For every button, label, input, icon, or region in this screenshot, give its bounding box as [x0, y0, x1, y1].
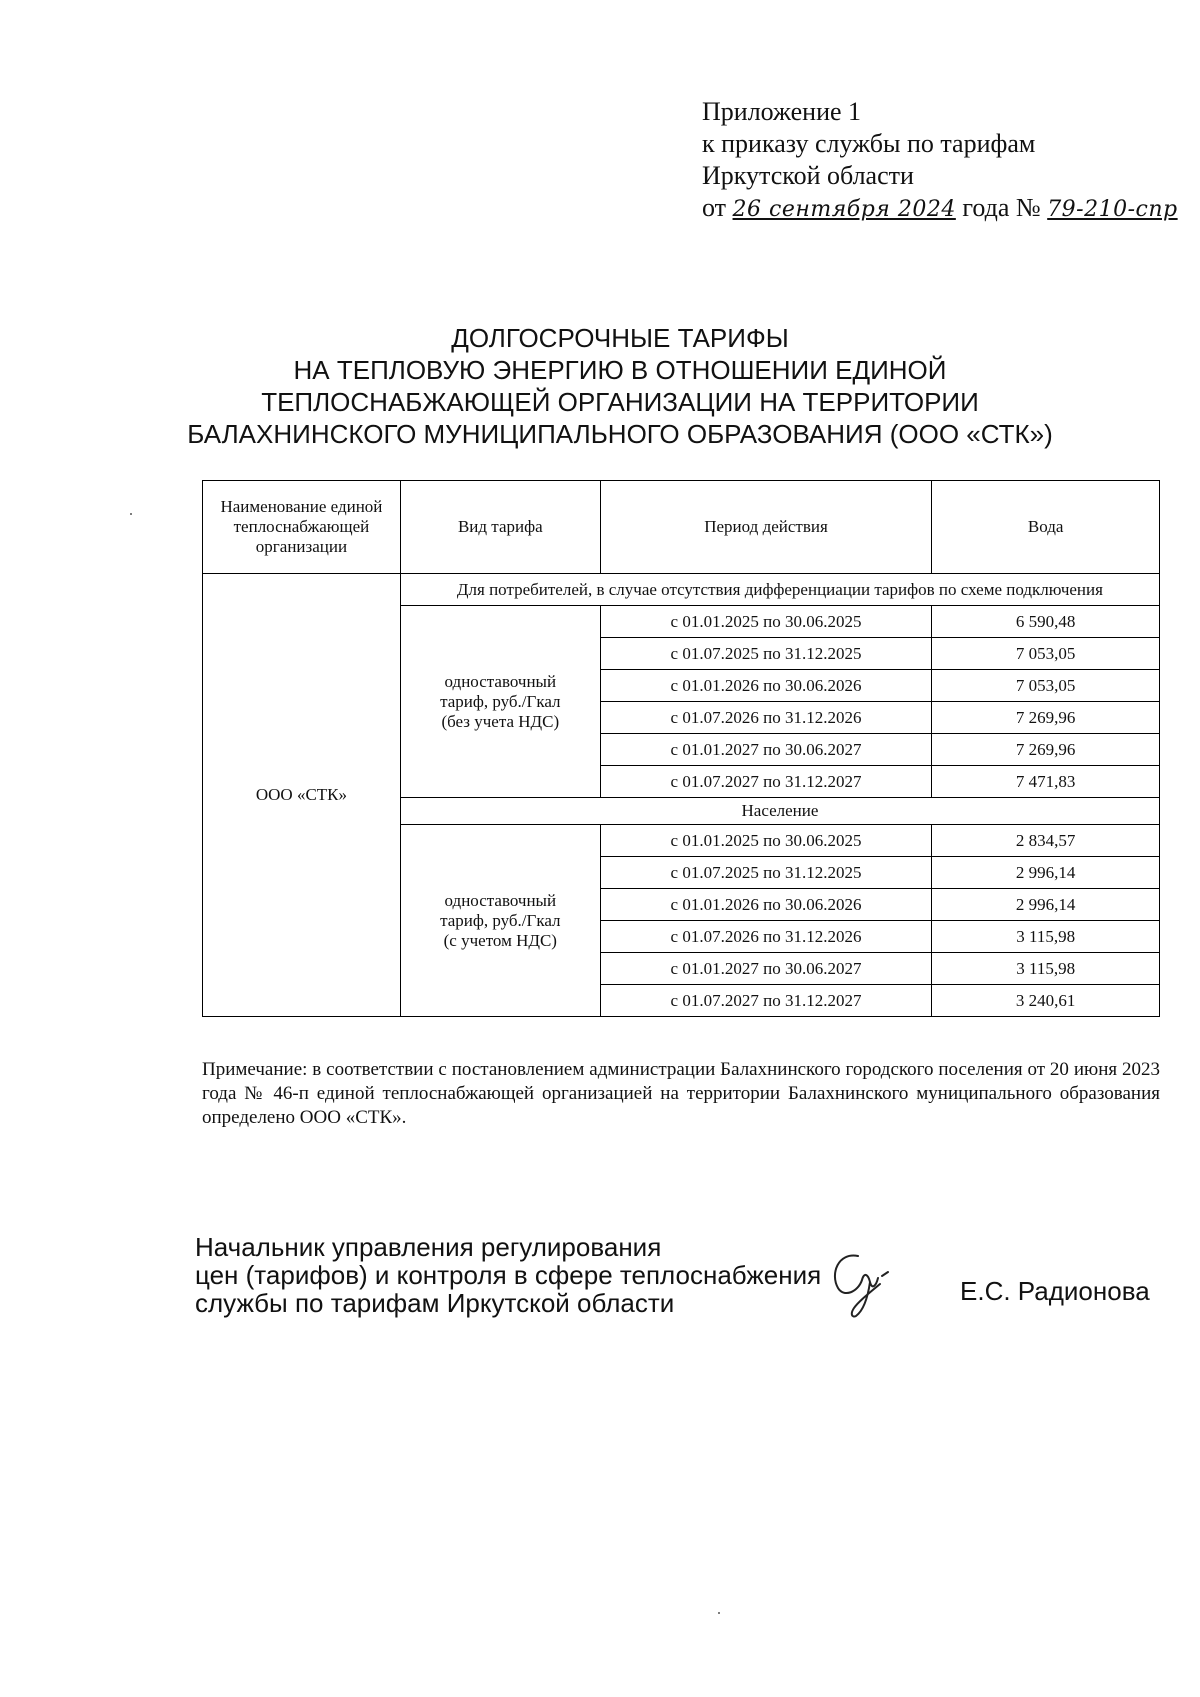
period-cell: с 01.07.2025 по 31.12.2025: [600, 638, 932, 670]
group1-heading: Для потребителей, в случае отсутствия дифференциации тарифов по схеме подключения: [400, 574, 1159, 606]
appendix-from: от: [702, 193, 727, 222]
value-cell: 2 996,14: [932, 857, 1160, 889]
value-cell: 7 269,96: [932, 734, 1160, 766]
footnote: Примечание: в соответствии с постановлением администрации Балахнинского городского поселения от 20 июня 2023 года № 46-п единой теплоснабжающей организацией на территории Балахнинского муниципального образования определено ООО «СТК».: [202, 1059, 1160, 1128]
period-cell: с 01.07.2027 по 31.12.2027: [600, 985, 932, 1017]
period-cell: с 01.01.2026 по 30.06.2026: [600, 889, 932, 921]
header-period: Период действия: [600, 481, 932, 574]
period-cell: с 01.01.2026 по 30.06.2026: [600, 670, 932, 702]
value-cell: 7 053,05: [932, 638, 1160, 670]
group1-tariff-label-3: (без учета НДС): [441, 711, 560, 731]
appendix-line-2: к приказу службы по тарифам: [702, 129, 1036, 158]
title-line-2: НА ТЕПЛОВУЮ ЭНЕРГИЮ В ОТНОШЕНИИ ЕДИНОЙ: [293, 355, 947, 385]
group2-tariff-label-3: (с учетом НДС): [443, 930, 557, 950]
group1-heading-row: [203, 574, 1160, 606]
table-header-row: [203, 481, 1160, 574]
period-cell: с 01.01.2027 по 30.06.2027: [600, 734, 932, 766]
handwritten-signature-mark: [828, 1244, 898, 1322]
appendix-line-1: Приложение 1: [702, 97, 862, 126]
group1-tariff-type: [400, 606, 600, 798]
value-cell: 3 240,61: [932, 985, 1160, 1017]
position-line-2: цен (тарифов) и контроля в сфере теплоснабжения: [195, 1260, 822, 1290]
signature-position: [195, 1233, 835, 1317]
group1-tariff-label-2: тариф, руб./Гкал: [440, 691, 561, 711]
header-org: Наименование единой теплоснабжающей организации: [203, 481, 401, 574]
value-cell: 3 115,98: [932, 921, 1160, 953]
value-cell: 6 590,48: [932, 606, 1160, 638]
org-name-cell: ООО «СТК»: [203, 574, 401, 1017]
position-line-3: службы по тарифам Иркутской области: [195, 1288, 675, 1318]
period-cell: с 01.07.2026 по 31.12.2026: [600, 702, 932, 734]
value-cell: 7 269,96: [932, 702, 1160, 734]
period-cell: с 01.01.2025 по 30.06.2025: [600, 825, 932, 857]
appendix-line-3: Иркутской области: [702, 161, 914, 190]
scan-speck: [718, 1612, 720, 1614]
header-water: Вода: [932, 481, 1160, 574]
group2-tariff-label-2: тариф, руб./Гкал: [440, 910, 561, 930]
document-title: [160, 322, 1080, 450]
value-cell: 7 471,83: [932, 766, 1160, 798]
handwritten-order-number: 79-210-спр: [1047, 197, 1178, 222]
group1-tariff-label-1: одноставочный: [444, 671, 557, 691]
position-line-1: Начальник управления регулирования: [195, 1232, 662, 1262]
value-cell: 7 053,05: [932, 670, 1160, 702]
signer-name: Е.С. Радионова: [960, 1276, 1150, 1306]
title-line-4: БАЛАХНИНСКОГО МУНИЦИПАЛЬНОГО ОБРАЗОВАНИЯ (ООО «СТК»): [187, 419, 1053, 449]
handwritten-date: 26 сентября 2024: [732, 197, 956, 222]
group2-heading: Население: [400, 798, 1159, 825]
period-cell: с 01.01.2027 по 30.06.2027: [600, 953, 932, 985]
appendix-year-number: года №: [962, 193, 1041, 222]
appendix-order-line: [702, 192, 1178, 226]
tariff-table: [202, 480, 1160, 1017]
group2-tariff-label-1: одноставочный: [444, 890, 557, 910]
period-cell: с 01.07.2027 по 31.12.2027: [600, 766, 932, 798]
period-cell: с 01.01.2025 по 30.06.2025: [600, 606, 932, 638]
period-cell: с 01.07.2026 по 31.12.2026: [600, 921, 932, 953]
value-cell: 2 996,14: [932, 889, 1160, 921]
appendix-block: [702, 96, 1178, 226]
scan-speck: [130, 513, 132, 515]
group2-tariff-type: [400, 825, 600, 1017]
period-cell: с 01.07.2025 по 31.12.2025: [600, 857, 932, 889]
header-tariff-type: Вид тарифа: [400, 481, 600, 574]
value-cell: 3 115,98: [932, 953, 1160, 985]
title-line-1: ДОЛГОСРОЧНЫЕ ТАРИФЫ: [451, 323, 789, 353]
title-line-3: ТЕПЛОСНАБЖАЮЩЕЙ ОРГАНИЗАЦИИ НА ТЕРРИТОРИИ: [261, 387, 979, 417]
value-cell: 2 834,57: [932, 825, 1160, 857]
